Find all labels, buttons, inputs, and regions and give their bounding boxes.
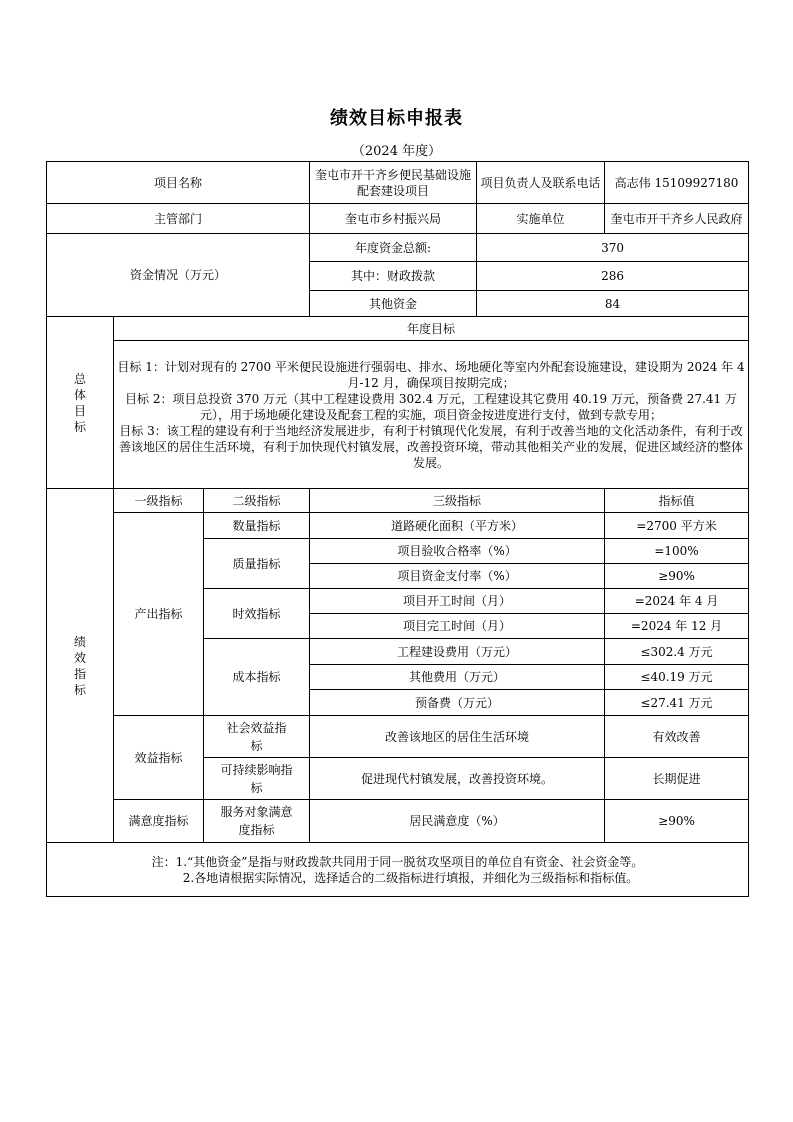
output-label: 产出指标 <box>114 513 204 716</box>
funds-label: 资金情况（万元） <box>47 234 310 317</box>
indicator-name: 道路硬化面积（平方米） <box>310 513 605 539</box>
social-benefit-label: 社会效益指标 <box>204 716 310 758</box>
overall-header: 年度目标 <box>114 317 749 341</box>
indicator-value: =2700 平方米 <box>605 513 749 539</box>
dept-value: 奎屯市乡村振兴局 <box>310 204 477 234</box>
project-name-value: 奎屯市开干齐乡便民基础设施配套建设项目 <box>310 162 477 204</box>
notes-row <box>47 843 749 897</box>
notes <box>47 843 749 897</box>
header-value: 指标值 <box>605 489 749 513</box>
page-title: 绩效目标申报表 <box>330 108 463 129</box>
performance-label: 绩效指标 <box>47 489 114 843</box>
goal-item: 目标 1：计划对现有的 2700 平米便民设施进行强弱电、排水、场地硬化等室内外配套设施建设，建设期为 2024 年 4 月-12 月，确保项目按期完成； <box>117 359 745 390</box>
table-row <box>47 800 749 843</box>
indicator-value: =2024 年 12 月 <box>605 614 749 639</box>
performance-form-table <box>46 161 749 897</box>
funds-total-label: 年度资金总额: <box>310 234 477 262</box>
note-item: 2.各地请根据实际情况，选择适合的二级指标进行填报，并细化为三级指标和指标值。 <box>182 870 639 885</box>
funds-other-value: 84 <box>477 291 749 317</box>
satisfaction-label: 满意度指标 <box>114 800 204 843</box>
funds-fiscal-value: 286 <box>477 262 749 291</box>
header-level3: 三级指标 <box>310 489 605 513</box>
indicator-value: ≤27.41 万元 <box>605 690 749 716</box>
page-subtitle: （2024 年度） <box>351 144 442 159</box>
indicator-name: 改善该地区的居住生活环境 <box>310 716 605 758</box>
indicator-name: 工程建设费用（万元） <box>310 639 605 665</box>
funds-other-label: 其他资金 <box>310 291 477 317</box>
timeliness-label: 时效指标 <box>204 589 310 639</box>
indicator-name: 项目资金支付率（%） <box>310 564 605 589</box>
indicator-name: 项目开工时间（月） <box>310 589 605 614</box>
goal-item: 目标 3：该工程的建设有利于当地经济发展进步，有利于村镇现代化发展，有利于改善当地的文化活动条件，有利于改善该地区的居住生活环境，有利于加快现代村镇发展，改善投资环境，带动其他相关产业的发展，促进区域经济的整体发展。 <box>119 423 744 470</box>
indicator-value: ≥90% <box>605 564 749 589</box>
indicator-name: 促进现代村镇发展，改善投资环境。 <box>310 758 605 800</box>
indicator-value: ≤40.19 万元 <box>605 665 749 690</box>
quantity-label: 数量指标 <box>204 513 310 539</box>
impl-value: 奎屯市开干齐乡人民政府 <box>605 204 749 234</box>
benefit-label: 效益指标 <box>114 716 204 800</box>
funds-fiscal-label: 其中：财政拨款 <box>310 262 477 291</box>
note-item: 注：1.“其他资金”是指与财政拨款共同用于同一脱贫攻坚项目的单位自有资金、社会资金等。 <box>151 854 644 869</box>
overall-label: 总体目标 <box>47 317 114 489</box>
dept-row <box>47 204 749 234</box>
funds-total-value: 370 <box>477 234 749 262</box>
overall-goals-row <box>47 341 749 489</box>
project-row <box>47 162 749 204</box>
overall-header-row <box>47 317 749 341</box>
indicator-name: 项目验收合格率（%） <box>310 539 605 564</box>
indicator-name: 项目完工时间（月） <box>310 614 605 639</box>
indicator-value: =2024 年 4 月 <box>605 589 749 614</box>
dept-label: 主管部门 <box>47 204 310 234</box>
indicator-value: 有效改善 <box>605 716 749 758</box>
perf-header-row <box>47 489 749 513</box>
header-level1: 一级指标 <box>114 489 204 513</box>
contact-value: 高志伟 15109927180 <box>605 162 749 204</box>
indicator-name: 预备费（万元） <box>310 690 605 716</box>
indicator-value: ≤302.4 万元 <box>605 639 749 665</box>
indicator-value: ≥90% <box>605 800 749 843</box>
quality-label: 质量指标 <box>204 539 310 589</box>
funds-row <box>47 234 749 262</box>
contact-label: 项目负责人及联系电话 <box>477 162 605 204</box>
table-row <box>47 716 749 758</box>
cost-label: 成本指标 <box>204 639 310 716</box>
goal-item: 目标 2：项目总投资 370 万元（其中工程建设费用 302.4 万元，工程建设其它费用 40.19 万元，预备费 27.41 万元），用于场地硬化建设及配套工程的实施，项目资金按进度进行支付，做到专款专用； <box>125 391 737 422</box>
overall-goals <box>114 341 749 489</box>
indicator-value: =100% <box>605 539 749 564</box>
header-level2: 二级指标 <box>204 489 310 513</box>
indicator-name: 居民满意度（%） <box>310 800 605 843</box>
indicator-name: 其他费用（万元） <box>310 665 605 690</box>
table-row <box>47 513 749 539</box>
impl-label: 实施单位 <box>477 204 605 234</box>
satisfaction-sub-label: 服务对象满意度指标 <box>204 800 310 843</box>
project-name-label: 项目名称 <box>47 162 310 204</box>
sustain-label: 可持续影响指标 <box>204 758 310 800</box>
indicator-value: 长期促进 <box>605 758 749 800</box>
